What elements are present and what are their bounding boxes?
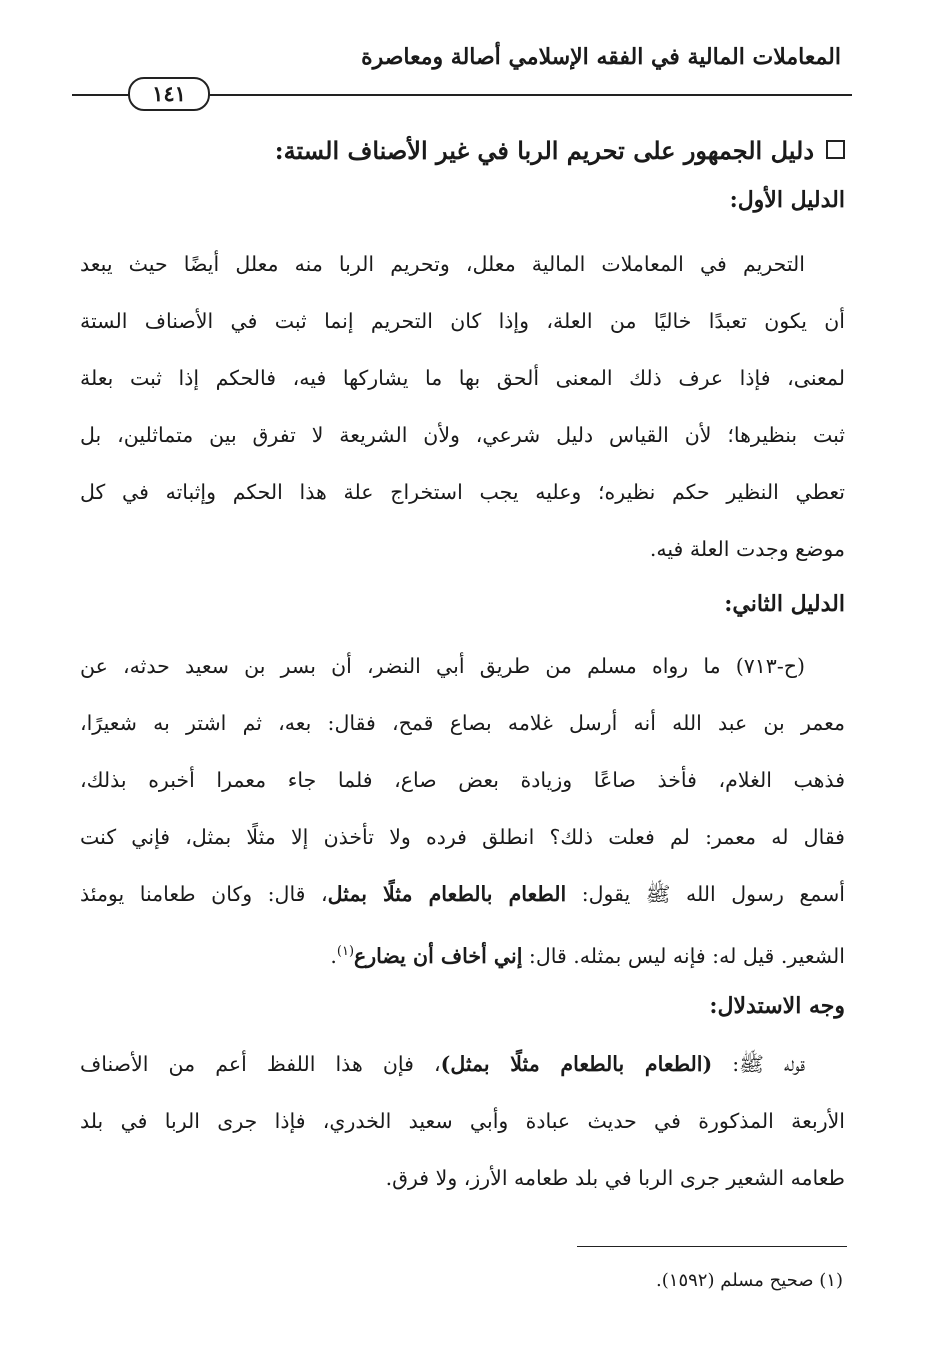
section-heading-text: دليل الجمهور على تحريم الربا في غير الأصناف الستة: — [274, 136, 814, 165]
evidence-two-heading: الدليل الثاني: — [724, 591, 845, 617]
evidence-one-line: تعطي النظير حكم نظيره؛ وعليه يجب استخراج علة هذا الحكم وإثباته في كل — [80, 480, 845, 504]
section-heading — [80, 128, 845, 174]
evidence-two-line — [80, 866, 845, 923]
evidence-one-line: أن يكون تعبدًا خاليًا من العلة، وإذا كان التحريم إنما ثبت في الأصناف الستة — [80, 309, 845, 333]
inference-line: الأربعة المذكورة في حديث عبادة وأبي سعيد الخدري، فإذا جرى الربا في بلد — [80, 1109, 845, 1133]
evidence-two-line: فقال له معمر: لم فعلت ذلك؟ انطلق فرده ولا تأخذن إلا مثلًا بمثل، فإني كنت — [80, 825, 845, 849]
evidence-one-line: موضع وجدت العلة فيه. — [649, 537, 845, 561]
hadith-quote: (الطعام بالطعام مثلًا بمثل) — [440, 1052, 713, 1076]
footnote-text: صحيح مسلم (١٥٩٢). — [656, 1270, 814, 1291]
inference-line — [80, 1036, 845, 1093]
line-text: ، فإن هذا اللفظ أعم من الأصناف — [80, 1052, 441, 1076]
hadith-quote: الطعام بالطعام مثلًا بمثل — [327, 882, 567, 906]
evidence-one-line: التحريم في المعاملات المالية معلل، وتحريم الربا منه معلل أيضًا حيث يبعد — [80, 252, 805, 276]
running-title: المعاملات المالية في الفقه الإسلامي أصالة ومعاصرة — [361, 44, 841, 70]
line-text: الشعير. قيل له: فإنه ليس بمثله. قال: — [522, 944, 845, 968]
evidence-one-line: لمعنى، فإذا عرف ذلك المعنى ألحق بها ما يشاركها فيه، فالحكم إذا ثبت بعلة — [80, 366, 845, 390]
hadith-quote: إني أخاف أن يضارع — [354, 944, 523, 968]
inference-line: طعامه الشعير جرى الربا في بلد طعامه الأرز، ولا فرق. — [385, 1166, 845, 1190]
evidence-two-line: فذهب الغلام، فأخذ صاعًا وزيادة بعض صاع، فلما جاء معمرا أخبره بذلك، — [80, 768, 845, 792]
inference-heading: وجه الاستدلال: — [709, 993, 845, 1019]
evidence-one-heading: الدليل الأول: — [729, 187, 845, 213]
line-text: أسمع رسول الله ﷺ يقول: — [566, 882, 846, 906]
page-number: ١٤١ — [128, 77, 210, 111]
footnote-reference[interactable]: (١) — [336, 944, 355, 959]
footnote — [143, 1266, 843, 1296]
line-text: قوله ﷺ: — [712, 1052, 806, 1076]
evidence-two-line: معمر بن عبد الله أنه أرسل غلامه بصاع قمح، فقال: بعه، ثم اشتر به شعيرًا، — [80, 711, 845, 735]
evidence-two-line: (ح-٧١٣) ما رواه مسلم من طريق أبي النضر، أن بسر بن سعيد حدثه، عن — [80, 654, 805, 678]
footnote-rule — [577, 1246, 847, 1247]
page-body — [80, 128, 845, 1207]
line-text: ، قال: وكان طعامنا يومئذ — [80, 882, 328, 906]
evidence-two-line — [80, 923, 845, 980]
line-text: . — [330, 944, 337, 968]
evidence-one-line: ثبت بنظيرها؛ لأن القياس دليل شرعي، ولأن الشريعة لا تفرق بين متماثلين، بل — [80, 423, 845, 447]
footnote-marker: (١) — [819, 1270, 843, 1291]
checkbox-icon — [826, 140, 845, 159]
